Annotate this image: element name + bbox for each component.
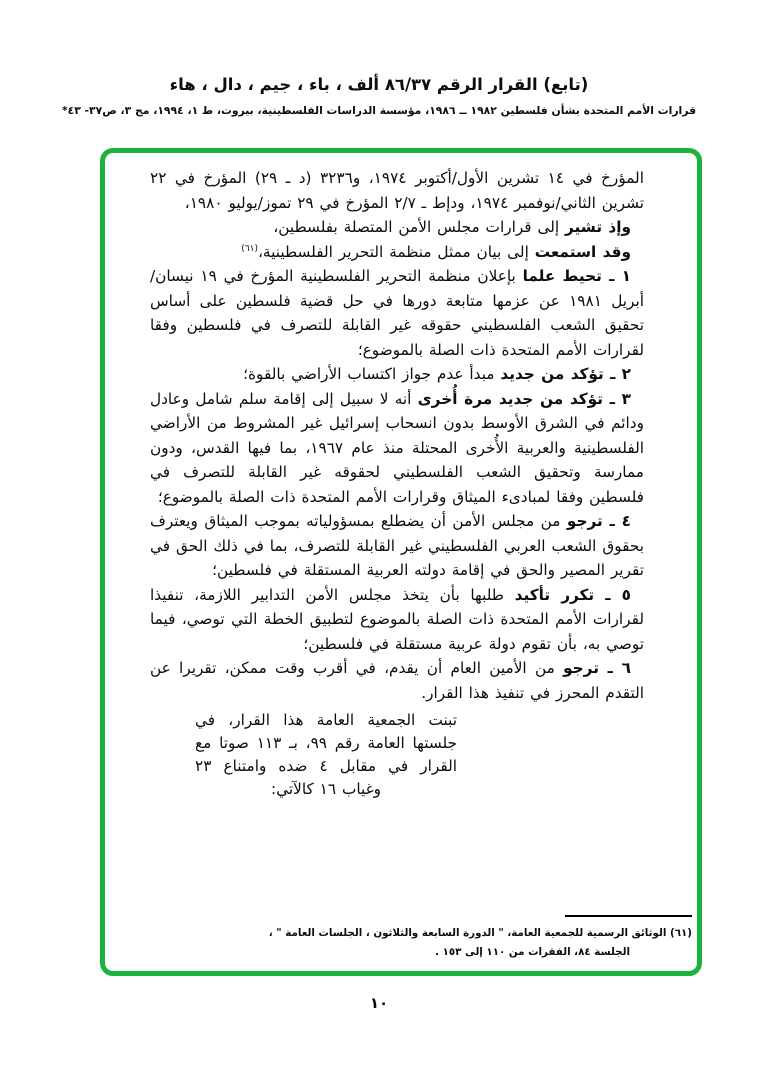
paragraph-lead: ٢ ـ تؤكد من جديد xyxy=(500,365,631,383)
source-citation: قرارات الأمم المتحدة بشأن فلسطين ١٩٨٢ ــ ١٩٨٦، مؤسسة الدراسات الفلسطينية، بيروت، ط ١، ١٩٩٤، مج ٣، ص٣٧- ٤٣* xyxy=(61,104,697,117)
body-paragraphs xyxy=(150,166,644,705)
page-number: ١٠ xyxy=(369,994,389,1012)
paragraph-lead: ١ ـ تحيط علما xyxy=(522,267,631,285)
paragraph: ٦ ـ ترجو من الأمين العام أن يقدم، في أقرب وقت ممكن، تقريرا عن التقدم المحرز في تنفيذ هذا القرار. xyxy=(150,659,644,702)
footnote xyxy=(180,915,692,962)
paragraph: ٣ ـ تؤكد من جديد مرة أُخرى أنه لا سبيل إلى إقامة سلم شامل وعادل ودائم في الشرق الأوسط بدون انسحاب إسرائيل غير المشروط من الأراضي الفلسطينية والعربية الأُخرى المحتلة منذ عام ١٩٦٧، بما فيها القدس، ودون ممارسة وتحقيق الشعب الفلسطيني لحقوقه غير القابلة للتصرف في فلسطين وفقا لمبادىء الميثاق وقرارات الأمم المتحدة ذات الصلة بالموضوع؛ xyxy=(150,389,644,506)
paragraph: ٥ ـ تكرر تأكيد طلبها بأن يتخذ مجلس الأمن التدابير اللازمة، تنفيذا لقرارات الأمم المتحدة ذات الصلة بالموضوع لتطبيق الخطة التي توصي، فيما توصي به، بأن تقوم دولة عربية مستقلة في فلسطين؛ xyxy=(150,585,644,653)
paragraph: ٤ ـ ترجو من مجلس الأمن أن يضطلع بمسؤولياته بموجب الميثاق ويعترف بحقوق الشعب العربي الفلسطيني غير القابلة للتصرف، بما في ذلك الحق في تقرير المصير والحق في إقامة دولته العربية المستقلة في فلسطين؛ xyxy=(150,512,644,579)
footnote-text: الوثائق الرسمية للجمعية العامة، " الدورة السابعة والثلاثون ، الجلسات العامة " ، xyxy=(268,927,667,939)
footnote-reference: (٦١) xyxy=(241,243,258,254)
paragraph: ١ ـ تحيط علما بإعلان منظمة التحرير الفلسطينية المؤرخ في ١٩ نيسان/أبريل ١٩٨١ عن عزمها متابعة دورها في حل قضية فلسطين على أساس تحقيق الشعب الفلسطيني حقوقه غير القابلة للتصرف في فلسطين وفقا لقرارات الأمم المتحدة ذات الصلة بالموضوع؛ xyxy=(150,267,644,359)
green-border-frame xyxy=(100,148,702,976)
paragraph-lead: ٦ ـ ترجو xyxy=(563,659,631,677)
resolution-text xyxy=(105,153,697,801)
paragraph: المؤرخ في ١٤ تشرين الأول/أكتوبر ١٩٧٤، و٣٢٣٦ (د ـ ٢٩) المؤرخ في ٢٢ تشرين الثاني/نوفمبر ١٩٧٤، ودإط ـ ٢/٧ المؤرخ في ٢٩ تموز/يوليو ١٩٨٠، xyxy=(150,169,644,212)
footnote-separator xyxy=(565,915,692,917)
page-title: (تابع) القرار الرقم ٨٦/٣٧ ألف ، باء ، جيم ، دال ، هاء xyxy=(169,75,589,94)
footnote-line2: الجلسة ٨٤، الفقرات من ١١٠ إلى ١٥٣ . xyxy=(435,946,630,958)
paragraph-lead: وإذ تشير xyxy=(565,218,631,236)
paragraph-lead: ٥ ـ تكرر تأكيد xyxy=(514,585,631,604)
footnote-marker: (٦١) xyxy=(669,927,692,939)
paragraph: ٢ ـ تؤكد من جديد مبدأ عدم جواز اكتساب الأراضي بالقوة؛ xyxy=(243,365,631,383)
paragraph: وإذ تشير إلى قرارات مجلس الأمن المتصلة بفلسطين، xyxy=(273,218,631,236)
paragraph-lead: وقد استمعت xyxy=(534,242,631,261)
adoption-note: تبنت الجمعية العامة هذا القرار، في جلستها العامة رقم ٩٩، بـ ١١٣ صوتا مع القرار في مقابل ٤ ضده وامتناع ٢٣ وغياب ١٦ كالآتي: xyxy=(195,711,458,798)
footnote-line1 xyxy=(180,924,692,943)
paragraph-lead: ٣ ـ تؤكد من جديد مرة أُخرى xyxy=(417,389,631,408)
paragraph-lead: ٤ ـ ترجو xyxy=(566,512,631,530)
paragraph: وقد استمعت إلى بيان ممثل منظمة التحرير الفلسطينية،$^{(٦١)}$ xyxy=(241,242,631,261)
